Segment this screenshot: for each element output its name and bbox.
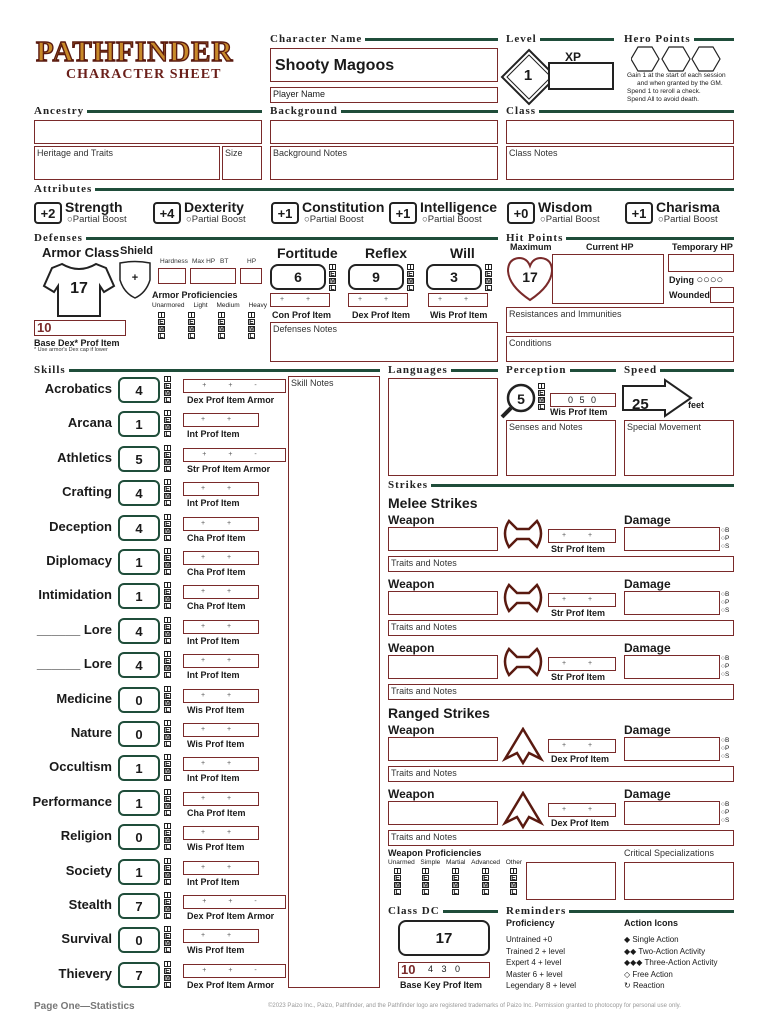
attr-boost[interactable]: ○Partial Boost xyxy=(186,214,246,225)
size-field[interactable]: Size xyxy=(222,146,262,180)
damage-field[interactable] xyxy=(624,655,720,679)
xp-label: XP xyxy=(565,50,582,64)
attr-name: Wisdom xyxy=(538,199,593,215)
weapon-label: Weapon xyxy=(388,723,435,737)
reflex-sub: Dex Prof Item xyxy=(352,310,411,320)
skill-prof[interactable]: T E M L xyxy=(165,617,171,645)
skill-name: Diplomacy xyxy=(46,553,112,568)
skill-value[interactable]: 0 xyxy=(118,687,160,713)
skill-sub: Int Prof Item xyxy=(187,429,240,439)
class-dc-mini: 4 3 0 xyxy=(428,964,464,974)
perception-value[interactable]: 5 xyxy=(517,391,525,407)
skill-value[interactable]: 1 xyxy=(118,790,160,816)
skill-mini[interactable]: + + xyxy=(183,620,259,634)
reflex-label: Reflex xyxy=(365,245,408,261)
skill-name: ______ Lore xyxy=(36,622,112,637)
skill-value[interactable]: 1 xyxy=(118,859,160,885)
max-hp-label: Max HP xyxy=(192,258,216,265)
ac-base-value: 10 xyxy=(37,320,52,335)
resistances-field[interactable]: Resistances and Immunities xyxy=(506,307,734,333)
weapon-label: Weapon xyxy=(388,513,435,527)
defenses-header: Defenses xyxy=(34,232,498,244)
heritage-field[interactable]: Heritage and Traits xyxy=(34,146,220,180)
skill-prof[interactable]: T E M L xyxy=(165,651,171,679)
reaction-icon: ↻ xyxy=(624,981,633,990)
armor-class-value[interactable]: 17 xyxy=(70,280,88,297)
skill-mini[interactable]: + + - xyxy=(183,379,286,393)
skill-prof[interactable]: T E M L xyxy=(165,686,171,714)
skill-prof[interactable]: T E M L xyxy=(165,548,171,576)
conditions-field[interactable]: Conditions xyxy=(506,336,734,362)
skill-sub: Wis Prof Item xyxy=(187,739,245,749)
skill-sub: Cha Prof Item xyxy=(187,533,246,543)
skill-mini[interactable]: + + - xyxy=(183,964,286,978)
pathfinder-logo xyxy=(36,36,256,96)
armor-prof-unarmored[interactable]: T E M L xyxy=(159,312,165,340)
armor-class-label: Armor Class xyxy=(42,245,120,260)
skill-value[interactable]: 0 xyxy=(118,721,160,747)
weapon-field[interactable] xyxy=(388,591,498,615)
skill-sub: Cha Prof Item xyxy=(187,567,246,577)
single-action-icon: ◆ xyxy=(624,935,633,944)
two-action-icon: ◆◆ xyxy=(624,946,639,956)
attr-boost[interactable]: ○Partial Boost xyxy=(540,214,600,225)
hp-current-label: Current HP xyxy=(586,242,634,252)
hp-temporary-field[interactable] xyxy=(668,254,734,272)
class-field[interactable] xyxy=(506,120,734,144)
damage-label: Damage xyxy=(624,787,671,801)
proficiency-list: Untrained +0 Trained 2 + level Expert 4 + level Master 6 + level Legendary 8 + level xyxy=(506,935,577,990)
damage-label: Damage xyxy=(624,641,671,655)
critical-specializations-field[interactable] xyxy=(624,862,734,900)
reflex-prof[interactable]: T E M L xyxy=(408,264,414,292)
level-value[interactable]: 1 xyxy=(523,67,533,84)
player-name-field[interactable]: Player Name xyxy=(270,87,498,103)
skill-value[interactable]: 1 xyxy=(118,583,160,609)
skill-name: Nature xyxy=(70,725,112,740)
fortitude-label: Fortitude xyxy=(277,245,338,261)
skill-mini[interactable]: + + - xyxy=(183,895,286,909)
skill-mini[interactable]: + + xyxy=(183,654,259,668)
skill-mini[interactable]: + + xyxy=(183,517,259,531)
melee-axe-icon xyxy=(501,517,545,557)
skill-sub: Int Prof Item xyxy=(187,773,240,783)
ranged-arrowhead-icon xyxy=(501,727,545,767)
damage-label: Damage xyxy=(624,577,671,591)
skill-name: Athletics xyxy=(57,450,112,465)
free-action-icon: ◇ xyxy=(624,969,633,979)
skill-value[interactable]: 7 xyxy=(118,962,160,988)
weapon-prof-martial[interactable]: T E M L xyxy=(453,868,459,896)
skill-name: Stealth xyxy=(68,897,112,912)
action-icons-list: ◆ Single Action ◆◆ Two-Action Activity ◆◆◆ Three-Action Activity ◇ Free Action ↻ Reaction xyxy=(624,935,718,990)
weapon-types: Unarmed Simple Martial Advanced Other xyxy=(388,859,522,866)
proficiency-label: Proficiency xyxy=(506,918,555,928)
will-box[interactable]: 3 xyxy=(426,264,482,290)
hero-points-text: Gain 1 at the start of each session and when granted by the GM. Spend 1 to reroll a check. Spend All to avoid death. xyxy=(627,72,726,103)
hp-temporary-label: Temporary HP xyxy=(672,242,733,252)
ancestry-header: Ancestry xyxy=(34,105,262,117)
attr-name: Constitution xyxy=(302,199,385,215)
skill-value[interactable]: 0 xyxy=(118,824,160,850)
skill-prof[interactable]: T E M L xyxy=(165,410,171,438)
speed-value[interactable]: 25 xyxy=(632,396,649,413)
skill-name: Crafting xyxy=(62,484,112,499)
skill-name: ______ Lore xyxy=(36,656,112,671)
skill-value[interactable]: 4 xyxy=(118,652,160,678)
armor-prof-medium[interactable]: T E M L xyxy=(219,312,225,340)
action-icons-label: Action Icons xyxy=(624,918,679,928)
skill-name: Deception xyxy=(49,519,112,534)
armor-prof-heavy[interactable]: T E M L xyxy=(249,312,255,340)
skill-sub: Str Prof Item Armor xyxy=(187,464,271,474)
shield-hp-field[interactable] xyxy=(240,268,262,284)
armor-prof-light[interactable]: T E M L xyxy=(189,312,195,340)
logo-subtitle: CHARACTER SHEET xyxy=(66,67,222,82)
character-name-header: Character Name xyxy=(270,33,498,45)
skill-name: Occultism xyxy=(49,759,112,774)
strike-sub: Str Prof Item xyxy=(551,544,606,554)
traits-notes-field[interactable]: Traits and Notes xyxy=(388,620,734,636)
class-dc-sub: Base Key Prof Item xyxy=(400,980,483,990)
hp-current-field[interactable] xyxy=(552,254,664,304)
damage-type-bps[interactable]: ○B ○P ○S xyxy=(721,801,730,824)
skill-sub: Cha Prof Item xyxy=(187,808,246,818)
ranged-strikes-label: Ranged Strikes xyxy=(388,705,490,721)
traits-notes-field[interactable]: Traits and Notes xyxy=(388,556,734,572)
three-action-icon: ◆◆◆ xyxy=(624,958,645,967)
ac-note: * Use armor's Dex cap if lower xyxy=(34,347,108,353)
defenses-notes-field[interactable]: Defenses Notes xyxy=(270,322,498,362)
speed-unit: feet xyxy=(688,400,705,410)
will-sub: Wis Prof Item xyxy=(430,310,488,320)
strike-sub: Dex Prof Item xyxy=(551,754,610,764)
skill-name: Medicine xyxy=(56,691,112,706)
skill-prof[interactable]: T E M L xyxy=(165,892,171,920)
level-header: Level xyxy=(506,33,614,45)
xp-box[interactable] xyxy=(548,62,614,90)
shield-maxhp-bt-field[interactable] xyxy=(190,268,236,284)
perception-mini[interactable]: 0 5 0 xyxy=(550,393,616,407)
skill-mini[interactable]: + + xyxy=(183,482,259,496)
skill-name: Arcana xyxy=(67,415,112,430)
strike-sub: Str Prof Item xyxy=(551,608,606,618)
reflex-box[interactable]: 9 xyxy=(348,264,404,290)
weapon-prof-other[interactable]: T E M L xyxy=(511,868,517,896)
skill-prof[interactable]: T E M L xyxy=(165,445,171,473)
skill-name: Survival xyxy=(61,931,112,946)
weapon-field[interactable] xyxy=(388,655,498,679)
weapon-proficiencies-label: Weapon Proficiencies xyxy=(388,848,482,858)
skill-value[interactable]: 4 xyxy=(118,480,160,506)
ancestry-field[interactable] xyxy=(34,120,262,144)
damage-type-bps[interactable]: ○B ○P ○S xyxy=(721,591,730,614)
strike-mini[interactable]: + + xyxy=(548,803,616,817)
skill-mini[interactable]: + + xyxy=(183,826,259,840)
damage-type-bps[interactable]: ○B ○P ○S xyxy=(721,527,730,550)
skill-value[interactable]: 4 xyxy=(118,515,160,541)
attr-boost[interactable]: ○Partial Boost xyxy=(422,214,482,225)
skill-notes-field[interactable]: Skill Notes xyxy=(288,376,380,988)
damage-type-bps[interactable]: ○B ○P ○S xyxy=(721,737,730,760)
strikes-header: Strikes xyxy=(388,479,734,491)
weapon-prof-unarmed[interactable]: T E M L xyxy=(395,868,401,896)
attr-mod[interactable]: +1 xyxy=(625,202,653,224)
skill-prof[interactable]: T E M L xyxy=(165,926,171,954)
attr-name: Intelligence xyxy=(420,199,498,215)
weapon-label: Weapon xyxy=(388,641,435,655)
attr-mod[interactable]: +0 xyxy=(507,202,535,224)
skill-prof[interactable]: T E M L xyxy=(165,720,171,748)
attr-name: Strength xyxy=(65,199,123,215)
skill-prof[interactable]: T E M L xyxy=(165,479,171,507)
strike-mini[interactable]: + + xyxy=(548,739,616,753)
skill-sub: Wis Prof Item xyxy=(187,705,245,715)
senses-field[interactable]: Senses and Notes xyxy=(506,420,616,476)
skills-header: Skills xyxy=(34,364,380,376)
skill-value[interactable]: 1 xyxy=(118,755,160,781)
hero-points-header: Hero Points xyxy=(624,33,734,45)
page-footer-legal: ©2023 Paizo Inc., Paizo, Pathfinder, and the Pathfinder logo are registered trademarks of Paizo Inc. Permission granted to photocopy for personal use only. xyxy=(268,1003,681,1009)
skill-name: Thievery xyxy=(58,966,112,981)
shield-label: Shield xyxy=(120,245,154,257)
skill-prof[interactable]: T E M L xyxy=(165,961,171,989)
class-dc-box[interactable]: 17 xyxy=(398,920,490,956)
fortitude-mini[interactable]: + + xyxy=(270,293,330,307)
weapon-field[interactable] xyxy=(388,801,498,825)
hardness-label: Hardness xyxy=(160,258,188,265)
ac-breakdown-label: Base Dex* Prof Item xyxy=(34,338,120,348)
melee-axe-icon xyxy=(501,581,545,621)
hp-maximum-label: Maximum xyxy=(510,242,552,252)
weapon-prof-advanced[interactable]: T E M L xyxy=(483,868,489,896)
attr-mod[interactable]: +2 xyxy=(34,202,62,224)
page-footer-title: Page One—Statistics xyxy=(34,1001,135,1012)
skill-mini[interactable]: + + xyxy=(183,689,259,703)
reflex-mini[interactable]: + + xyxy=(348,293,408,307)
critical-specializations-label: Critical Specializations xyxy=(624,848,715,858)
skill-sub: Int Prof Item xyxy=(187,636,240,646)
skill-sub: Wis Prof Item xyxy=(187,842,245,852)
class-dc-base: 10 xyxy=(401,962,416,977)
attr-boost[interactable]: ○Partial Boost xyxy=(658,214,718,225)
skill-value[interactable]: 5 xyxy=(118,446,160,472)
ranged-arrowhead-icon xyxy=(501,791,545,831)
strike-sub: Dex Prof Item xyxy=(551,818,610,828)
perception-header: Perception xyxy=(506,364,616,376)
skill-mini[interactable]: + + xyxy=(183,723,259,737)
fortitude-prof[interactable]: T E M L xyxy=(330,264,336,292)
attr-mod[interactable]: +1 xyxy=(389,202,417,224)
skill-sub: Wis Prof Item xyxy=(187,945,245,955)
hero-point-hexagons-icon[interactable] xyxy=(631,46,721,72)
skill-value[interactable]: 4 xyxy=(118,377,160,403)
skill-prof[interactable]: T E M L xyxy=(165,754,171,782)
weapon-field[interactable] xyxy=(388,737,498,761)
skill-sub: Dex Prof Item Armor xyxy=(187,980,275,990)
dying-label: Dying ○○○○ xyxy=(669,274,724,286)
background-field[interactable] xyxy=(270,120,498,144)
wounded-label: Wounded xyxy=(669,290,710,300)
attr-name: Dexterity xyxy=(184,199,244,215)
class-dc-header: Class DC xyxy=(388,905,498,917)
shield-value[interactable]: + xyxy=(131,272,139,284)
attr-boost[interactable]: ○Partial Boost xyxy=(304,214,364,225)
skill-prof[interactable]: T E M L xyxy=(165,789,171,817)
attr-mod[interactable]: +1 xyxy=(271,202,299,224)
hp-maximum-value[interactable]: 17 xyxy=(522,269,538,285)
skill-name: Intimidation xyxy=(38,587,112,602)
bt-label: BT xyxy=(220,258,229,265)
speed-header: Speed xyxy=(624,364,734,376)
skill-sub: Cha Prof Item xyxy=(187,601,246,611)
skill-value[interactable]: 0 xyxy=(118,927,160,953)
traits-notes-field[interactable]: Traits and Notes xyxy=(388,766,734,782)
attributes-header: Attributes xyxy=(34,183,734,195)
weapon-label: Weapon xyxy=(388,787,435,801)
skill-sub: Int Prof Item xyxy=(187,670,240,680)
skill-prof[interactable]: T E M L xyxy=(165,376,171,404)
skill-mini[interactable]: + + xyxy=(183,929,259,943)
class-notes-field[interactable]: Class Notes xyxy=(506,146,734,180)
perception-prof[interactable]: T E M L xyxy=(539,383,545,411)
damage-field[interactable] xyxy=(624,801,720,825)
reminders-header: Reminders xyxy=(506,905,734,917)
skill-value[interactable]: 1 xyxy=(118,549,160,575)
skill-prof[interactable]: T E M L xyxy=(165,514,171,542)
logo-title: PATHFINDER xyxy=(36,36,234,68)
skill-value[interactable]: 1 xyxy=(118,411,160,437)
armor-proficiencies-label: Armor Proficiencies xyxy=(152,290,238,300)
skill-sub: Dex Prof Item Armor xyxy=(187,911,275,921)
skill-name: Society xyxy=(65,863,112,878)
skill-mini[interactable]: + + xyxy=(183,757,259,771)
skill-mini[interactable]: + + xyxy=(183,861,259,875)
shield-hardness-field[interactable] xyxy=(158,268,186,284)
character-name-field[interactable]: Shooty Magoos xyxy=(270,48,498,82)
skill-name: Performance xyxy=(32,794,112,809)
will-label: Will xyxy=(450,245,475,261)
skill-mini[interactable]: + + xyxy=(183,551,259,565)
strike-sub: Str Prof Item xyxy=(551,672,606,682)
weapon-prof-simple[interactable]: T E M L xyxy=(423,868,429,896)
will-prof[interactable]: T E M L xyxy=(486,264,492,292)
class-header: Class xyxy=(506,105,734,117)
attr-mod[interactable]: +4 xyxy=(153,202,181,224)
skill-value[interactable]: 4 xyxy=(118,618,160,644)
skill-prof[interactable]: T E M L xyxy=(165,823,171,851)
skill-sub: Int Prof Item xyxy=(187,877,240,887)
attr-name: Charisma xyxy=(656,199,720,215)
weapon-other-field[interactable] xyxy=(526,862,616,900)
attr-boost[interactable]: ○Partial Boost xyxy=(67,214,127,225)
skill-prof[interactable]: T E M L xyxy=(165,858,171,886)
skill-sub: Dex Prof Item Armor xyxy=(187,395,275,405)
skill-value[interactable]: 7 xyxy=(118,893,160,919)
melee-axe-icon xyxy=(501,645,545,685)
skill-mini[interactable]: + + xyxy=(183,792,259,806)
armor-types: Unarmored Light Medium Heavy xyxy=(152,302,267,309)
skill-name: Religion xyxy=(60,828,112,843)
skill-sub: Int Prof Item xyxy=(187,498,240,508)
strike-mini[interactable]: + + xyxy=(548,657,616,671)
background-notes-field[interactable]: Background Notes xyxy=(270,146,498,180)
wounded-field[interactable] xyxy=(710,287,734,303)
special-movement-field[interactable]: Special Movement xyxy=(624,420,734,476)
background-header: Background xyxy=(270,105,498,117)
skill-mini[interactable]: + + xyxy=(183,585,259,599)
skill-name: Acrobatics xyxy=(44,381,112,396)
weapon-label: Weapon xyxy=(388,577,435,591)
skill-prof[interactable]: T E M L xyxy=(165,582,171,610)
fortitude-sub: Con Prof Item xyxy=(272,310,332,320)
weapon-field[interactable] xyxy=(388,527,498,551)
traits-notes-field[interactable]: Traits and Notes xyxy=(388,684,734,700)
damage-field[interactable] xyxy=(624,527,720,551)
skill-mini[interactable]: + + xyxy=(183,413,259,427)
skill-mini[interactable]: + + - xyxy=(183,448,286,462)
melee-strikes-label: Melee Strikes xyxy=(388,495,478,511)
languages-field[interactable] xyxy=(388,378,498,476)
damage-label: Damage xyxy=(624,513,671,527)
strike-mini[interactable]: + + xyxy=(548,529,616,543)
languages-header: Languages xyxy=(388,364,498,376)
damage-field[interactable] xyxy=(624,737,720,761)
hit-points-header: Hit Points xyxy=(506,232,734,244)
strike-mini[interactable]: + + xyxy=(548,593,616,607)
fortitude-box[interactable]: 6 xyxy=(270,264,326,290)
damage-label: Damage xyxy=(624,723,671,737)
traits-notes-field[interactable]: Traits and Notes xyxy=(388,830,734,846)
perception-sub: Wis Prof Item xyxy=(550,407,608,417)
damage-field[interactable] xyxy=(624,591,720,615)
hp-label: HP xyxy=(247,258,257,265)
will-mini[interactable]: + + xyxy=(428,293,488,307)
damage-type-bps[interactable]: ○B ○P ○S xyxy=(721,655,730,678)
